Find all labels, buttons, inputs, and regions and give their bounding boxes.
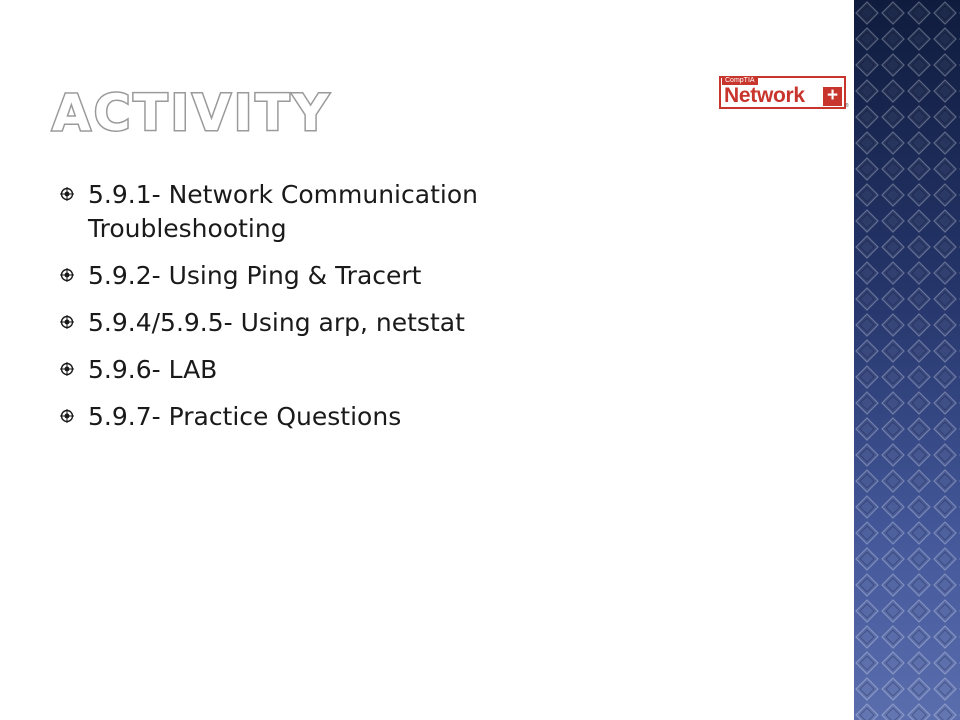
bullet-text: 5.9.2- Using Ping & Tracert [88,261,422,290]
slide-title: ACTIVITY [52,84,332,142]
target-bullet-icon [60,409,74,423]
target-bullet-icon [60,268,74,282]
logo-registered-mark: ® [845,103,849,109]
diamond-lattice-pattern [854,0,960,720]
bullet-list [60,178,620,447]
decorative-side-panel [854,0,960,720]
bullet-item [60,400,620,434]
bullet-item [60,178,620,246]
logo-word: Network [724,84,805,107]
bullet-text: 5.9.1- Network Communication Troubleshooting [88,180,478,243]
bullet-text: 5.9.6- LAB [88,355,218,384]
bullet-item [60,306,620,340]
bullet-item [60,353,620,387]
target-bullet-icon [60,362,74,376]
target-bullet-icon [60,315,74,329]
comptia-network-plus-logo [719,76,851,112]
logo-brand: CompTIA [722,76,758,85]
bullet-text: 5.9.7- Practice Questions [88,402,402,431]
target-bullet-icon [60,187,74,201]
logo-plus: + [823,87,842,106]
bullet-item [60,259,620,293]
bullet-text: 5.9.4/5.9.5- Using arp, netstat [88,308,465,337]
